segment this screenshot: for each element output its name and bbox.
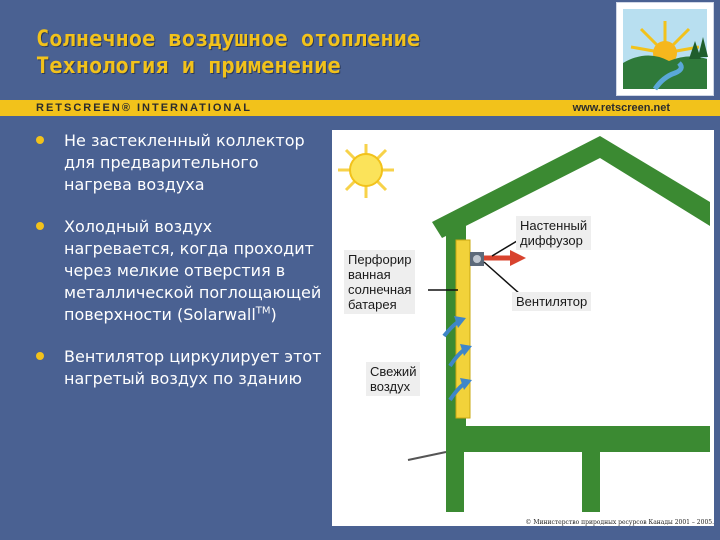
bullet-item bbox=[36, 346, 326, 390]
building-foundation bbox=[582, 452, 600, 512]
bullet-item bbox=[36, 216, 326, 326]
bullet-text-close: ) bbox=[270, 305, 277, 324]
retscreen-logo-icon bbox=[616, 2, 714, 96]
solar-wall-diagram bbox=[332, 130, 714, 526]
bullet-item bbox=[36, 130, 326, 196]
retscreen-banner bbox=[0, 100, 720, 116]
bullet-dot-icon bbox=[36, 352, 44, 360]
bullet-dot-icon bbox=[36, 222, 44, 230]
banner-url: www.retscreen.net bbox=[572, 102, 670, 114]
bullet-text-collector: Не застекленный коллектор для предварительного нагрева воздуха bbox=[64, 131, 305, 194]
bullet-dot-icon bbox=[36, 136, 44, 144]
label-wall-diffuser: Настенный диффузор bbox=[516, 216, 591, 250]
label-fresh-air: Свежий воздух bbox=[366, 362, 420, 396]
label-fan: Вентилятор bbox=[512, 292, 591, 311]
drain-pipe bbox=[408, 452, 446, 460]
copyright-note: © Министерство природных ресурсов Канады 2001 – 2005. bbox=[525, 519, 714, 526]
leader-line bbox=[484, 262, 520, 294]
building-floor bbox=[446, 426, 710, 452]
title-line-1: Солнечное воздушное отопление bbox=[36, 27, 421, 52]
banner-brand: RETSCREEN® INTERNATIONAL bbox=[36, 102, 253, 114]
fan-icon bbox=[470, 252, 484, 266]
label-perforated-panel: Перфорир ванная солнечная батарея bbox=[344, 250, 415, 314]
title-line-2: Технология и применение bbox=[36, 54, 341, 79]
bullet-text-fan: Вентилятор циркулирует этот нагретый воздух по зданию bbox=[64, 347, 322, 388]
bullet-list bbox=[36, 130, 326, 410]
slide-title bbox=[36, 26, 596, 80]
trademark-mark: TM bbox=[255, 305, 271, 317]
bullet-text-cold-air: Холодный воздух нагревается, когда проходит через мелкие отверстия в металлической поглощающей поверхности (Solarwall bbox=[64, 217, 322, 324]
sun-icon bbox=[338, 144, 394, 198]
building-foundation bbox=[446, 452, 464, 512]
